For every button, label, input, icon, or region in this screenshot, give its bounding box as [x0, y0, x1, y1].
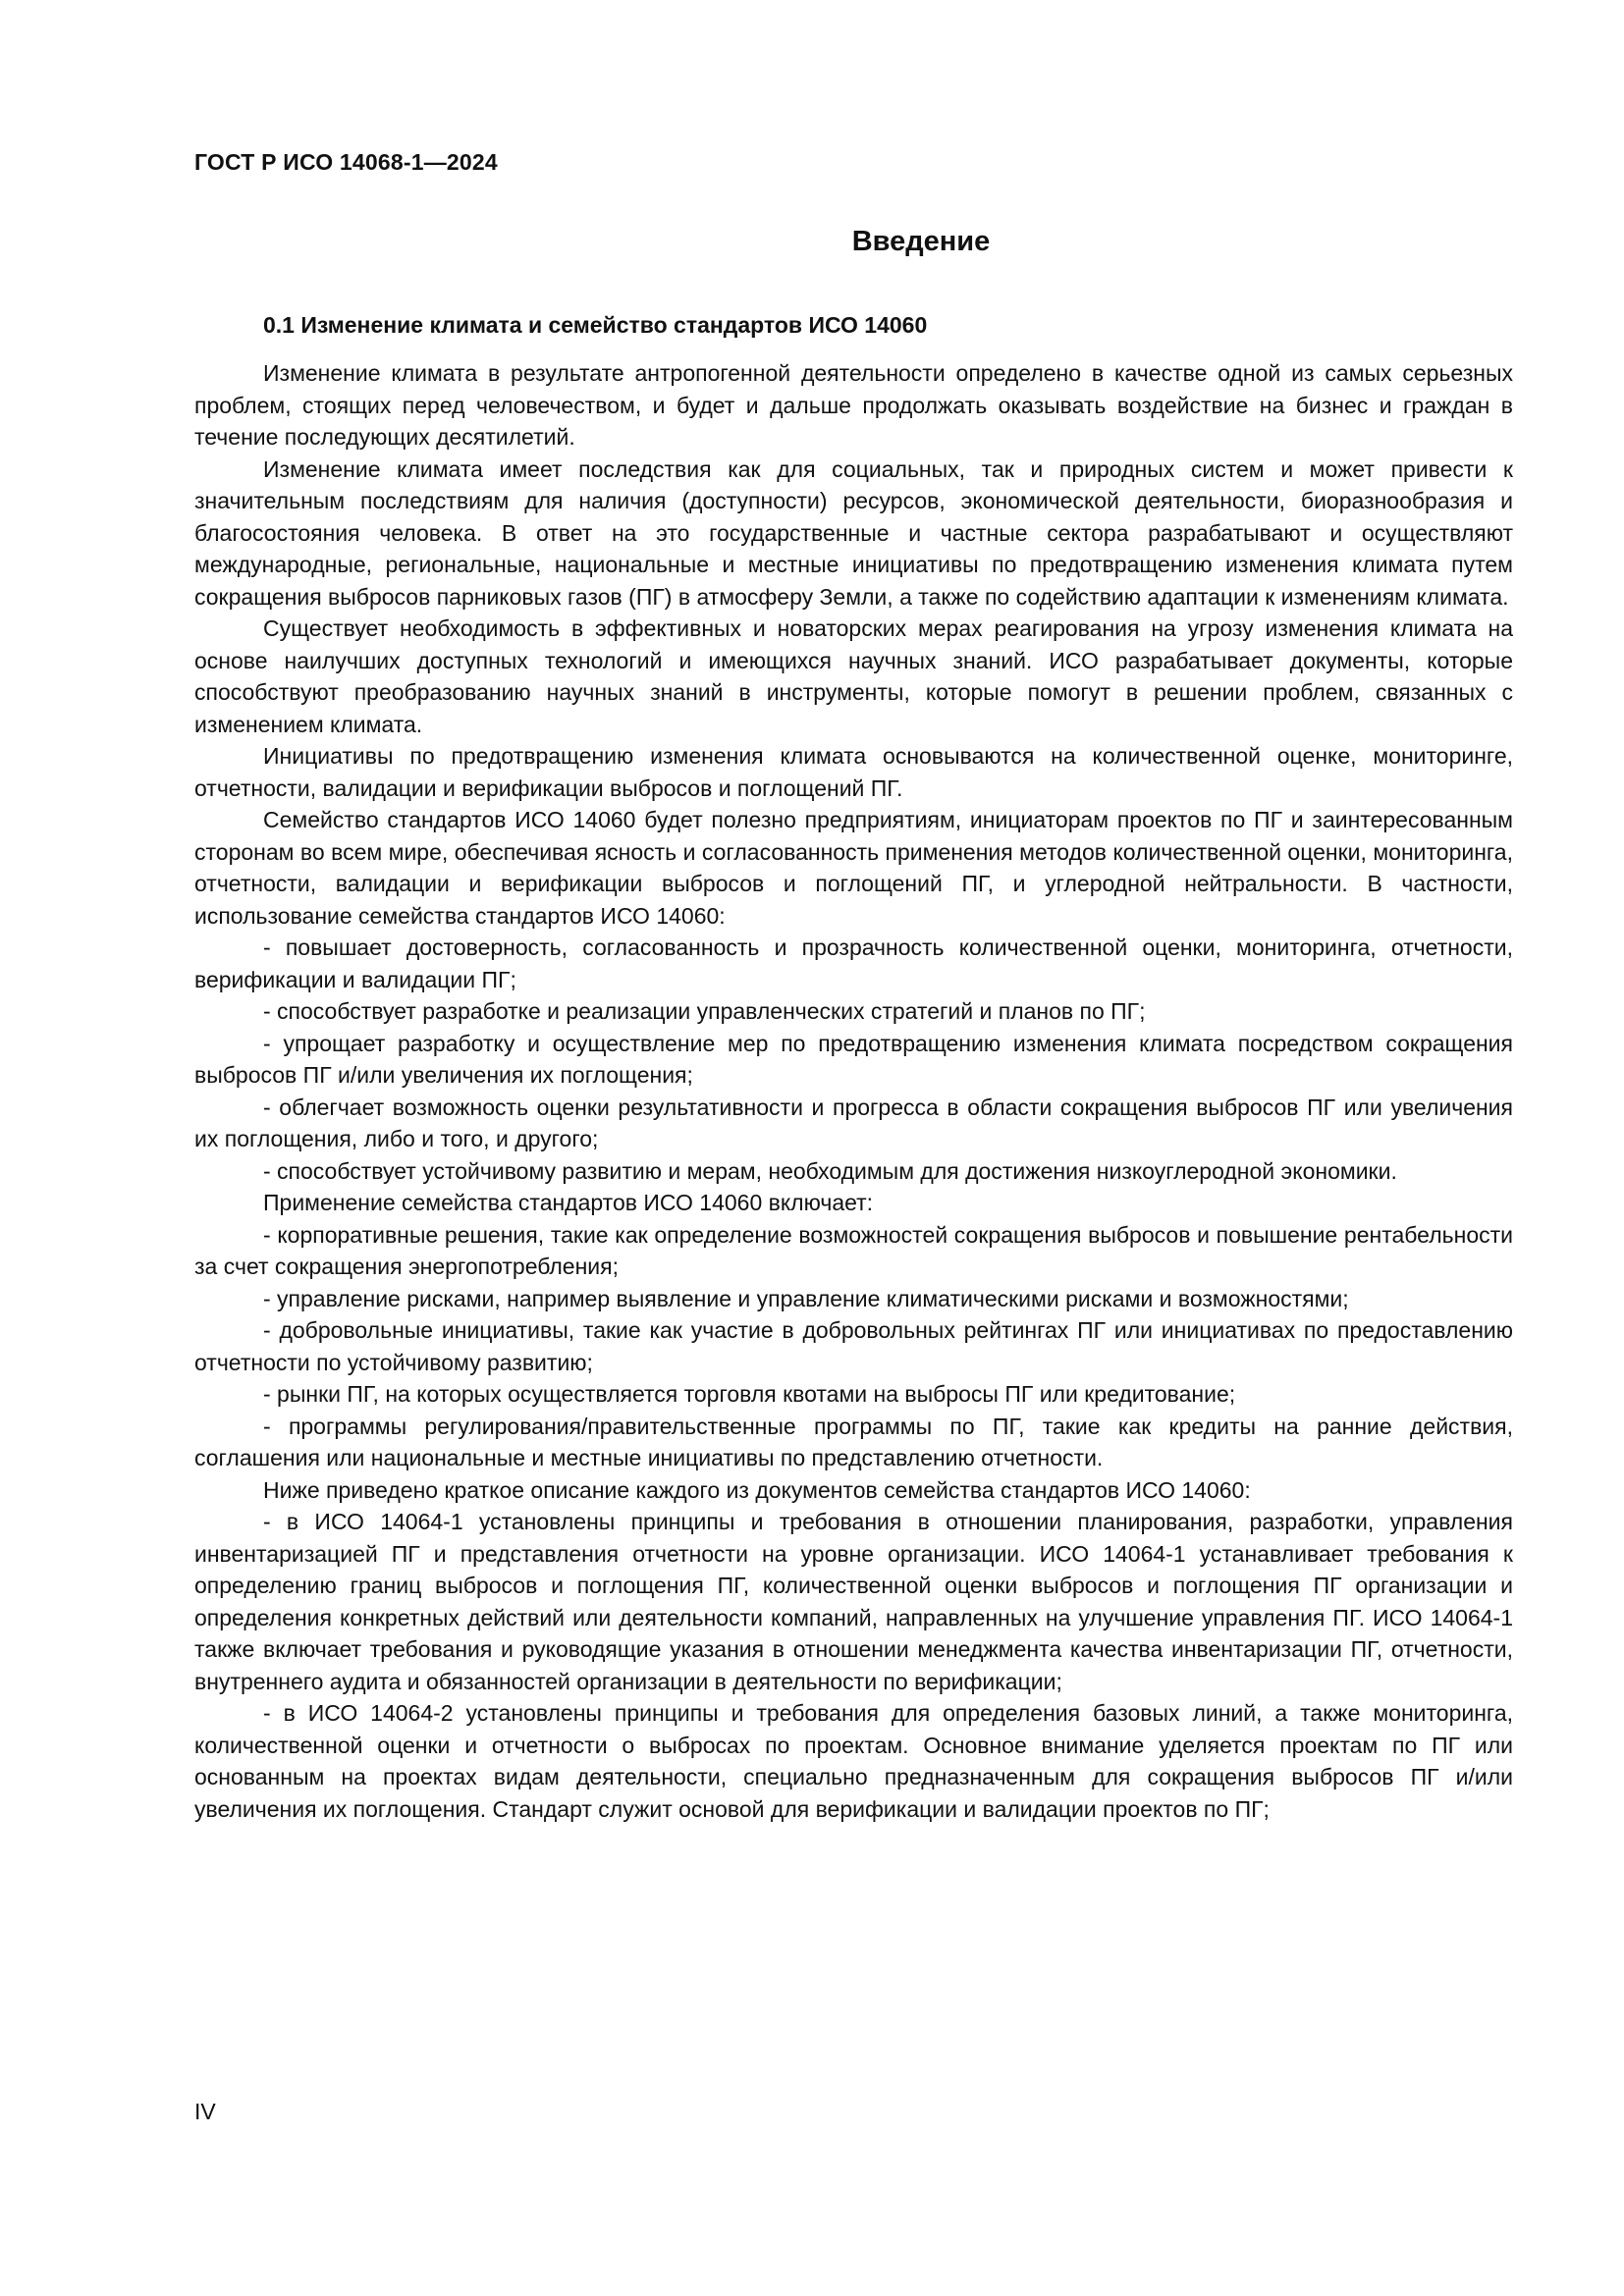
list-item: - в ИСО 14064-2 установлены принципы и требования для определения базовых линий, а также мониторинга, количественной оценки и отчетности о выбросах по проектам. Основное внимание уделяется проектам по ПГ или основанным на проектах видам деятельности, специально предназначенным для сокращения выбросов ПГ и/или увеличения их поглощения. Стандарт служит основой для верификации и валидации проектов по ПГ; [194, 1700, 1513, 1822]
paragraph: Ниже приведено краткое описание каждого из документов семейства стандартов ИСО 14060: [263, 1476, 1251, 1503]
list-item: - повышает достоверность, согласованность и прозрачность количественной оценки, мониторинга, отчетности, верификации и валидации ПГ; [194, 934, 1513, 992]
paragraph: Применение семейства стандартов ИСО 14060 включает: [263, 1190, 874, 1215]
list-item: - управление рисками, например выявление и управление климатическими рисками и возможностями; [263, 1285, 1349, 1311]
paragraph: Изменение климата в результате антропогенной деятельности определено в качестве одной из самых серьезных проблем, стоящих перед человечеством, и будет и дальше продолжать оказывать воздействие на бизнес и граждан в течение последующих десятилетий. [194, 360, 1513, 450]
paragraph: Изменение климата имеет последствия как для социальных, так и природных систем и может привести к значительным последствиям для наличия (доступности) ресурсов, экономической деятельности, биоразнообразия и благосостояния человека. В ответ на это государственные и частные сектора разрабатывают и осуществляют международные, региональные, национальные и местные инициативы по предотвращению изменения климата путем сокращения выбросов парниковых газов (ПГ) в атмосферу Земли, а также по содействию адаптации к изменениям климата. [194, 455, 1513, 610]
list-item: - рынки ПГ, на которых осуществляется торговля квотами на выбросы ПГ или кредитование; [263, 1381, 1236, 1407]
list-item: - программы регулирования/правительственные программы по ПГ, такие как кредиты на ранние действия, соглашения или национальные и местные инициативы по представлению отчетности. [194, 1413, 1513, 1470]
list-item: - в ИСО 14064-1 установлены принципы и требования в отношении планирования, разработки, управления инвентаризацией ПГ и представления отчетности на уровне организации. ИСО 14064-1 устанавливает требования к определению границ выбросов и поглощения ПГ, количественной оценки выбросов и поглощения ПГ организации и определения конкретных действий или деятельности компаний, направленных на улучшение управления ПГ. ИСО 14064-1 также включает требования и руководящие указания в отношении менеджмента качества инвентаризации ПГ, отчетности, внутреннего аудита и обязанностей организации в деятельности по верификации; [194, 1509, 1513, 1694]
list-item: - упрощает разработку и осуществление мер по предотвращению изменения климата посредством сокращения выбросов ПГ и/или увеличения их поглощения; [194, 1030, 1513, 1088]
paragraph: Семейство стандартов ИСО 14060 будет полезно предприятиям, инициаторам проектов по ПГ и заинтересованным сторонам во всем мире, обеспечивая ясность и согласованность применения методов количественной оценки, мониторинга, отчетности, валидации и верификации выбросов и поглощений ПГ, и углеродной нейтральности. В частности, использование семейства стандартов ИСО 14060: [194, 807, 1513, 929]
section-heading: 0.1 Изменение климата и семейство стандартов ИСО 14060 [263, 312, 928, 338]
list-item: - облегчает возможность оценки результативности и прогресса в области сокращения выбросов ПГ или увеличения их поглощения, либо и того, и другого; [194, 1094, 1513, 1151]
document-code-header: ГОСТ Р ИСО 14068-1—2024 [194, 149, 498, 175]
paragraph: Существует необходимость в эффективных и новаторских мерах реагирования на угрозу изменения климата на основе наилучших доступных технологий и имеющихся научных знаний. ИСО разрабатывает документы, которые способствуют преобразованию научных знаний в инструменты, которые помогут в решении проблем, связанных с изменением климата. [194, 615, 1513, 737]
paragraph: Инициативы по предотвращению изменения климата основываются на количественной оценке, мониторинге, отчетности, валидации и верификации выбросов и поглощений ПГ. [194, 743, 1513, 801]
list-item: - способствует устойчивому развитию и мерам, необходимым для достижения низкоуглеродной экономики. [263, 1157, 1397, 1184]
list-item: - добровольные инициативы, такие как участие в добровольных рейтингах ПГ или инициативах по предоставлению отчетности по устойчивому развитию; [194, 1317, 1513, 1375]
list-item: - корпоративные решения, такие как определение возможностей сокращения выбросов и повышение рентабельности за счет сокращения энергопотребления; [194, 1221, 1513, 1279]
body-text [194, 357, 1513, 1825]
page-number: IV [194, 2099, 216, 2124]
list-item: - способствует разработке и реализации управленческих стратегий и планов по ПГ; [263, 998, 1146, 1024]
page-title: Введение [851, 226, 991, 257]
